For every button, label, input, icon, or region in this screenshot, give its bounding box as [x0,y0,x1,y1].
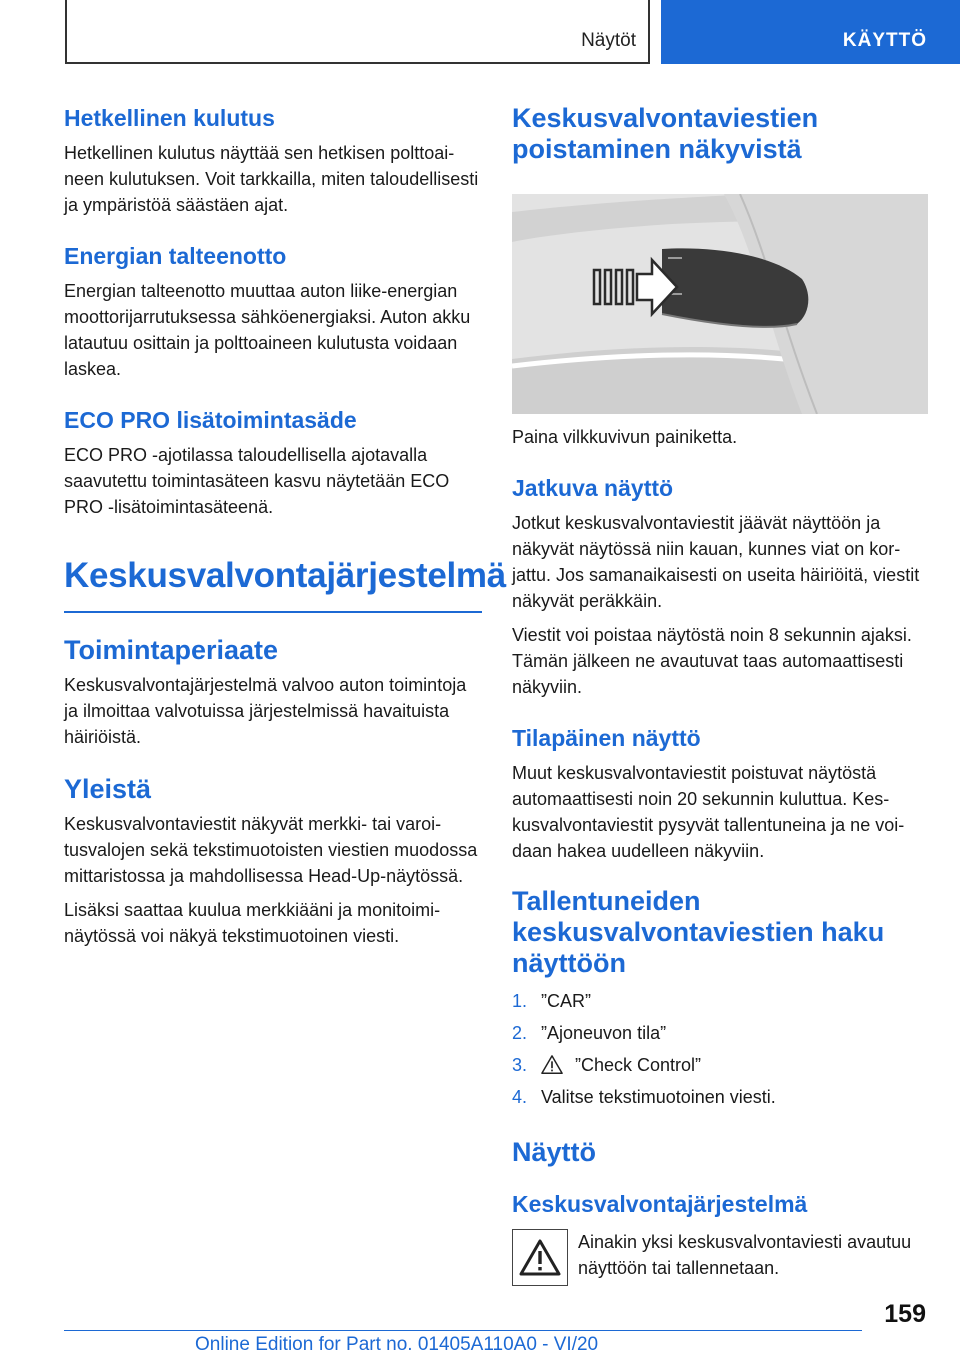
heading-yleista: Yleistä [64,774,152,804]
heading-keskusvalvontajarjestelma-sub: Keskusvalvontajärjestelmä [512,1191,808,1217]
step-text: ”Check Control” [575,1055,702,1075]
lever-button-illustration-icon [512,194,928,414]
text-hetkellinen-kulutus: Hetkellinen kulutus näyttää sen hetkisen polttoaineen kulutuksen. Voit tarkkailla, miten taloudellisesti ja ympäristöä säästäen ajat. [64,143,479,215]
turn-signal-lever-illustration [512,194,928,414]
text-yleista-1: Keskusvalvontaviestit näkyvät merkki- tai varoitusvalojen sekä tekstimuotoisten viestien muodossa mittaristossa ja mahdollisessa Head-Up-näytössä. [64,814,478,886]
heading-hetkellinen-kulutus: Hetkellinen kulutus [64,105,275,131]
text-energian-talteenotto: Energian talteenotto muuttaa auton liike-energian moottorijarrutuksessa sähköenergiaksi. Auton akku latautuu osittain ja polttoaineen kulutusta voidaan laskea. [64,281,471,379]
heading-tallentuneiden-haku: Tallentuneiden keskusvalvontaviestien haku näyttöön [512,886,885,978]
step-number: 2. [512,1023,528,1043]
list-item [512,1081,930,1113]
notice-block [512,1229,930,1286]
image-caption: Paina vilkkuvivun painiketta. [512,427,738,447]
step-number: 1. [512,991,528,1011]
heading-toimintaperiaate: Toimintaperiaate [64,635,279,665]
heading-poistaminen-nakyvista: Keskusvalvontaviestien poistaminen näkyvistä [512,103,819,164]
header-chapter-label: KÄYTTÖ [842,30,927,51]
heading-keskusvalvontajarjestelma: Keskusvalvontajärjestelmä [64,556,506,595]
warning-notice-icon [512,1229,568,1286]
list-item [512,1049,930,1081]
footer-edition-text: Online Edition for Part no. 01405A110A0 - VI/20 [195,1334,599,1355]
left-column [64,100,506,949]
step-text: ”CAR” [541,991,591,1011]
page-number: 159 [884,1300,926,1328]
warning-triangle-icon [541,1054,563,1076]
list-item [512,985,930,1017]
right-column [512,100,930,1286]
footer-divider [64,1330,862,1331]
notice-text: Ainakin yksi keskusvalvontaviesti avautuu näyttöön tai tallennetaan. [578,1232,912,1278]
step-number: 3. [512,1055,528,1075]
step-text: Valitse tekstimuotoinen viesti. [541,1087,776,1107]
text-yleista-2: Lisäksi saattaa kuulua merkkiääni ja monitoiminäytössä voi näkyä tekstimuotoinen viesti. [64,900,441,946]
heading-tilapainen-naytto: Tilapäinen näyttö [512,725,701,751]
heading-eco-pro: ECO PRO lisätoimintasäde [64,407,357,433]
heading-naytto: Näyttö [512,1137,597,1167]
text-eco-pro: ECO PRO -ajotilassa taloudellisella ajotavalla saavutettu toimintasäteen kasvu näytetään ECO PRO -lisätoimintasäteenä. [64,445,450,517]
heading-jatkuva-naytto: Jatkuva näyttö [512,475,674,501]
list-item [512,1017,930,1049]
header-section-title: Näytöt [581,30,636,51]
heading-energian-talteenotto: Energian talteenotto [64,243,287,269]
step-number: 4. [512,1087,528,1107]
header-box [65,0,650,64]
text-toimintaperiaate: Keskusvalvontajärjestelmä valvoo auton toimintoja ja ilmoittaa valvotuissa järjestelmissä havaituista häiriöistä. [64,675,467,747]
step-list [512,985,930,1113]
step-text: ”Ajoneuvon tila” [541,1023,667,1043]
warning-triangle-icon [518,1238,562,1278]
section-divider [64,611,482,613]
text-tilapainen: Muut keskusvalvontaviestit poistuvat näytöstä automaattisesti noin 20 sekunnin kuluttua. Keskusvalvontaviestit pysyvät tallentuneina ja ne voidaan hakea uudelleen näkyviin. [512,763,905,861]
text-jatkuva-2: Viestit voi poistaa näytöstä noin 8 sekunnin ajaksi. Tämän jälkeen ne avautuvat taas automaattisesti näkyviin. [512,625,912,697]
text-jatkuva-1: Jotkut keskusvalvontaviestit jäävät näyttöön ja näkyvät näytössä niin kauan, kunnes viat on korjattu. Jos samanaikaisesti on useita häiriöitä, viestit näkyvät peräkkäin. [512,513,920,611]
header-chapter-tab[interactable] [661,0,960,64]
